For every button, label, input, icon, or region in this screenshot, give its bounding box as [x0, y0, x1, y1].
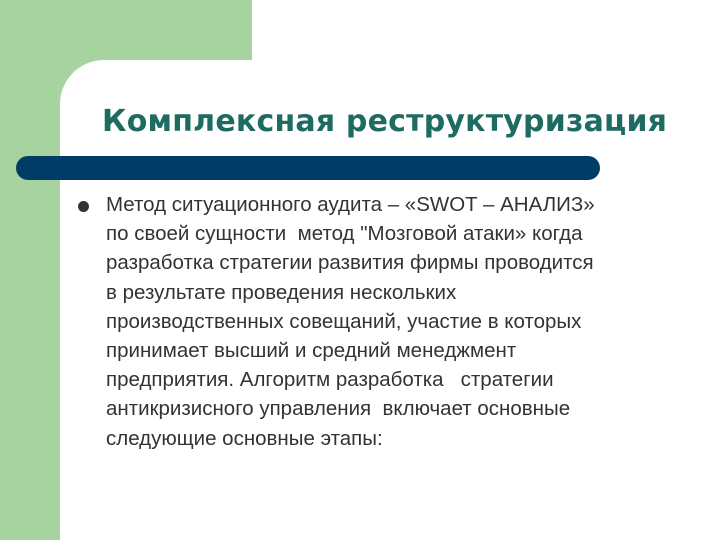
bullet-line: следующие основные этапы: [106, 426, 383, 450]
bullet-line: антикризисного управления включает основные [106, 397, 571, 421]
bullet-line: принимает высший и средний менеджмент [106, 339, 517, 363]
bullet-line: Метод ситуационного аудита – «SWOT – АНАЛИЗ» [106, 193, 595, 216]
bullet-line: предприятия. Алгоритм разработка стратегии [106, 368, 554, 392]
bullet-line: в результате проведения нескольких [106, 280, 457, 304]
title-divider-bar [16, 156, 600, 180]
bullet-line: по своей сущности метод "Мозговой атаки» когда [106, 222, 583, 246]
bullet-text [106, 190, 706, 453]
bullet-dot-icon [78, 201, 89, 212]
green-left-strip [0, 0, 60, 540]
bullet-line: разработка стратегии развития фирмы проводится [106, 251, 594, 275]
bullet-line: производственных совещаний, участие в которых [106, 309, 582, 333]
slide-title: Комплексная реструктуризация [102, 104, 668, 139]
